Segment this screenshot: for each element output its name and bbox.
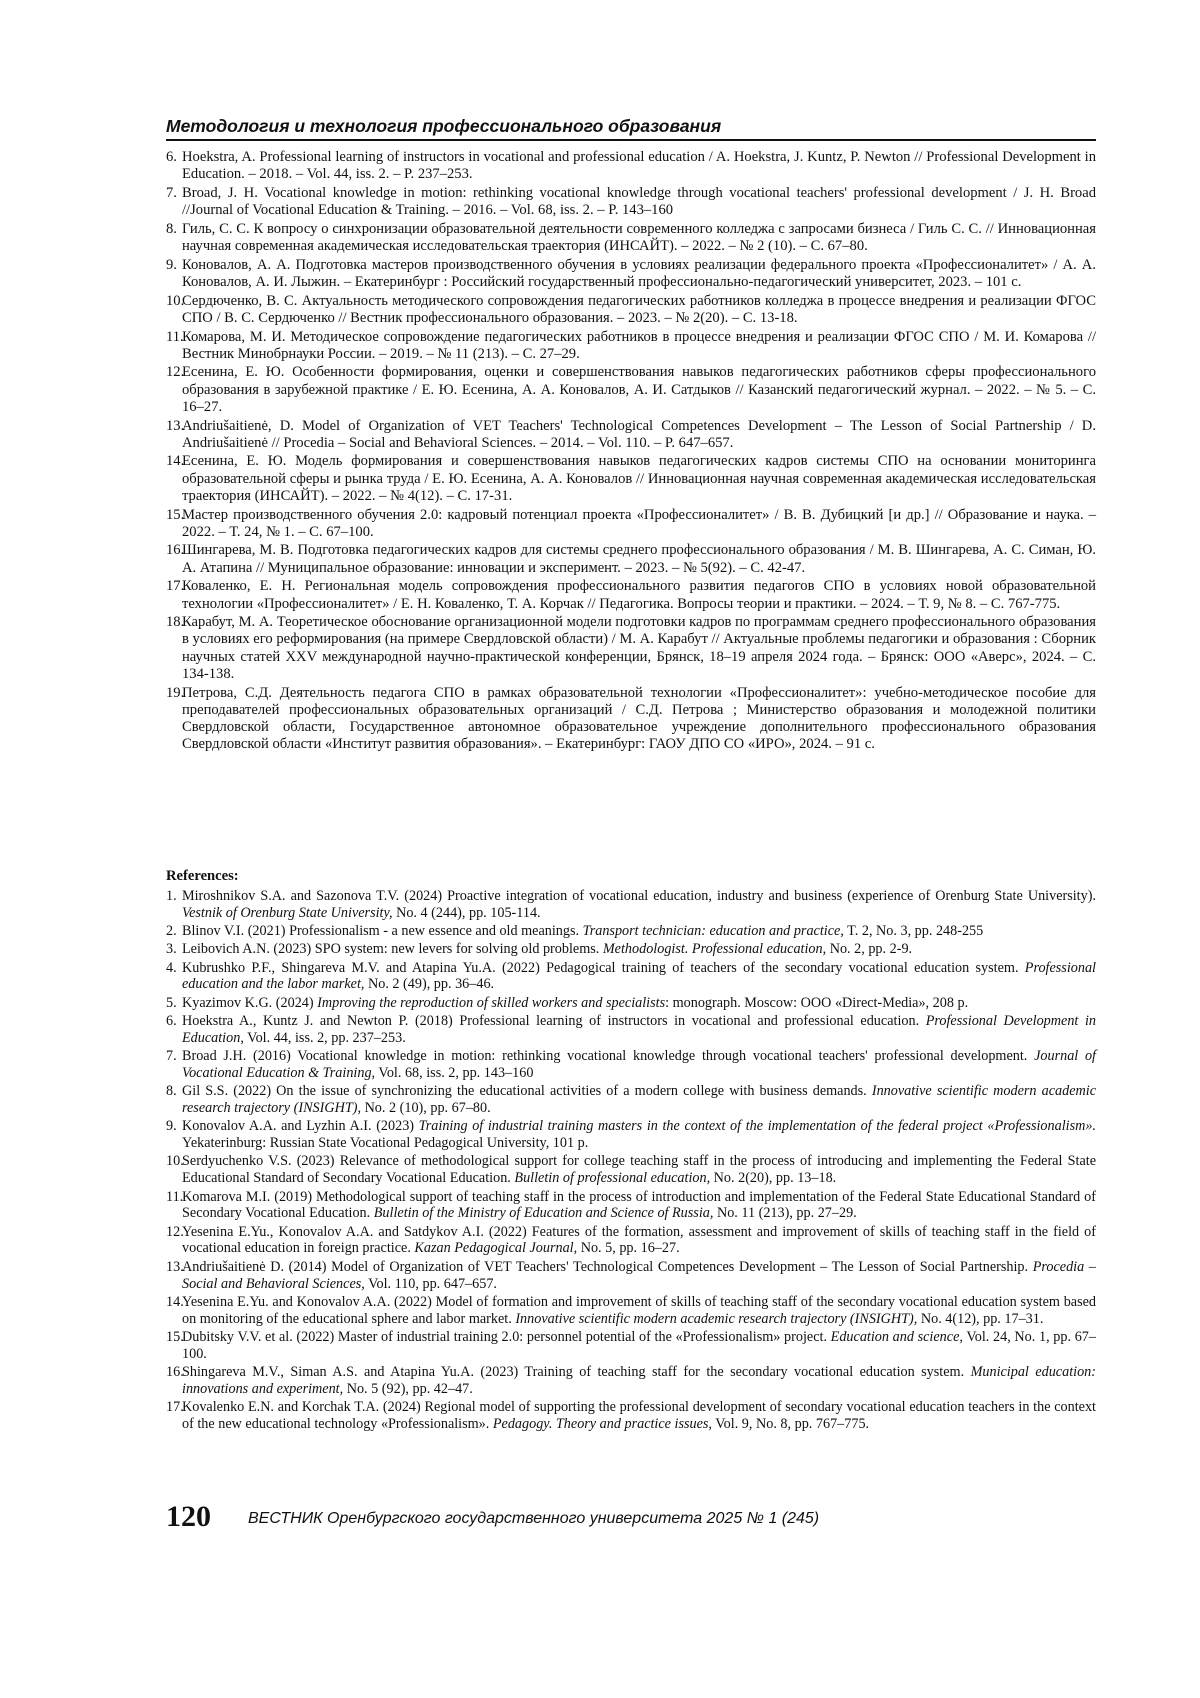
header-rule <box>166 139 1096 141</box>
reference-item <box>166 1153 1096 1187</box>
reference-source: Education and science, <box>831 1329 963 1345</box>
reference-item <box>166 960 1096 994</box>
reference-item <box>166 1399 1096 1433</box>
reference-number: 13. <box>166 1259 184 1276</box>
page-number: 120 <box>166 1500 211 1534</box>
reference-number: 4. <box>166 960 177 977</box>
reference-details: No. 5 (92), pp. 42–47. <box>343 1381 473 1397</box>
reference-source: Vestnik of Orenburg State University, <box>182 905 393 921</box>
reference-item <box>166 578 1096 612</box>
reference-item <box>166 418 1096 452</box>
reference-item <box>166 1294 1096 1328</box>
reference-item <box>166 453 1096 505</box>
reference-item <box>166 1329 1096 1363</box>
section-title: Методология и технология профессионального образования <box>166 116 1096 136</box>
reference-number: 8. <box>166 1083 177 1100</box>
reference-text: Shingareva M.V., Siman A.S. and Atapina Yu.A. (2023) Training of teaching staff for the secondary vocational education system. <box>182 1364 971 1380</box>
reference-text: Blinov V.I. (2021) Professionalism - a new essence and old meanings. <box>182 923 583 939</box>
reference-source: Methodologist. Professional education <box>603 941 823 957</box>
reference-number: 10. <box>166 1153 184 1170</box>
reference-text: Andriušaitienė, D. Model of Organization of VET Teachers' Technological Competences Development – The Lesson of Social Partnership / D. Andriušaitienė // Procedia – Social and Behavioral Sciences. – 2014. – Vol. 110. – P. 647–657. <box>182 418 1096 451</box>
reference-number: 9. <box>166 1118 177 1135</box>
page-footer <box>166 1500 1096 1540</box>
reference-number: 3. <box>166 941 177 958</box>
reference-item <box>166 888 1096 922</box>
reference-number: 16. <box>166 1364 184 1381</box>
journal-page <box>0 0 1200 1698</box>
reference-number: 11. <box>166 1189 183 1206</box>
reference-number: 7. <box>166 185 177 202</box>
reference-text: Есенина, Е. Ю. Особенности формирования, оценки и совершенствования навыков педагогических работников сферы профессионального образования в зарубежной практике / Е. Ю. Есенина, А. А. Коновалов, А. И. Сатдыков // Казанский педагогический журнал. – 2022. – № 5. – С. 16–27. <box>182 364 1096 414</box>
reference-source: Kazan Pedagogical Journal, <box>414 1240 577 1256</box>
reference-number: 19. <box>166 685 184 702</box>
reference-details: No. 4 (244), pp. 105-114. <box>393 905 541 921</box>
reference-source: Pedagogy. Theory and practice issues <box>493 1416 709 1432</box>
reference-item <box>166 221 1096 255</box>
reference-item <box>166 1364 1096 1398</box>
reference-source: Municipal education: innovations and experiment, <box>182 1364 1096 1397</box>
reference-number: 6. <box>166 149 177 166</box>
reference-item <box>166 941 1096 958</box>
reference-number: 14. <box>166 1294 184 1311</box>
reference-text: Мастер производственного обучения 2.0: кадровый потенциал проекта «Профессионалитет» / В. В. Дубицкий [и др.] // Образование и наука. – 2022. – Т. 24, № 1. – С. 67–100. <box>182 507 1096 540</box>
reference-details: T. 2, No. 3, pp. 248-255 <box>844 923 983 939</box>
reference-text: Konovalov A.A. and Lyzhin A.I. (2023) <box>182 1118 419 1134</box>
reference-text: Коваленко, Е. Н. Региональная модель сопровождения профессионального развития педагогов СПО в условиях новой образовательной технологии «Профессионалитет» / Е. Н. Коваленко, Т. А. Корчак // Педагогика. Вопросы теории и практики. – 2024. – Т. 9, № 8. – С. 767-775. <box>182 578 1096 611</box>
reference-item <box>166 293 1096 327</box>
reference-text: Коновалов, А. А. Подготовка мастеров производственного обучения в условиях реализации федерального проекта «Профессионалитет» / А. А. Коновалов, А. И. Лыжин. – Екатеринбург : Российский государственный профессионально-педагогический университет, 2023. – 101 с. <box>182 257 1096 290</box>
reference-details: No. 11 (213), pp. 27–29. <box>713 1205 856 1221</box>
reference-details: No. 5, pp. 16–27. <box>577 1240 679 1256</box>
reference-number: 18. <box>166 614 184 631</box>
reference-number: 10. <box>166 293 184 310</box>
reference-text: Hoekstra A., Kuntz J. and Newton P. (2018) Professional learning of instructors in vocational and professional education. <box>182 1013 926 1029</box>
journal-footer-title: ВЕСТНИК Оренбургского государственного университета 2025 № 1 (245) <box>248 1510 819 1528</box>
reference-item <box>166 1048 1096 1082</box>
reference-details: Yekaterinburg: Russian State Vocational Pedagogical University, 101 p. <box>182 1135 588 1151</box>
reference-details: No. 2(20), pp. 13–18. <box>710 1170 836 1186</box>
reference-details: Vol. 68, iss. 2, pp. 143–160 <box>375 1065 533 1081</box>
reference-text: Петрова, С.Д. Деятельность педагога СПО в рамках образовательной технологии «Профессионалитет»: учебно-методическое пособие для преподавателей профессиональных образовательных организаций / С.Д. Петрова ; Министерство образования и молодежной политики Свердловской области, Государственное автономное образовательное учреждение дополнительного профессионального образования Свердловской области «Институт развития образования». – Екатеринбург: ГАОУ ДПО СО «ИРО», 2024. – 91 с. <box>182 685 1096 753</box>
reference-text: Шингарева, М. В. Подготовка педагогических кадров для системы среднего профессионального образования / М. В. Шингарева, А. С. Симан, Ю. А. Атапина // Муниципальное образование: инновации и эксперимент. – 2023. – № 5(92). – С. 42-47. <box>182 542 1096 575</box>
reference-details: Vol. 110, pp. 647–657. <box>365 1276 497 1292</box>
reference-source: Transport technician: education and practice, <box>583 923 844 939</box>
reference-item <box>166 685 1096 754</box>
reference-item <box>166 542 1096 576</box>
reference-number: 12. <box>166 364 184 381</box>
reference-source: Innovative scientific modern academic research trajectory (INSIGHT), <box>515 1311 917 1327</box>
reference-text: Гиль, С. С. К вопросу о синхронизации образовательной деятельности современного колледжа с запросами бизнеса / Гиль С. С. // Инновационная научная современная академическая исследовательская траектория (ИНСАЙТ). – 2022. – № 2 (10). – С. 67–80. <box>182 221 1096 254</box>
reference-text: Broad, J. H. Vocational knowledge in motion: rethinking vocational knowledge through vocational teachers' professional development / J. H. Broad //Journal of Vocational Education & Training. – 2016. – Vol. 68, iss. 2. – P. 143–160 <box>182 185 1096 218</box>
reference-source: Journal of Vocational Education & Training, <box>182 1048 1096 1081</box>
reference-details: No. 4(12), pp. 17–31. <box>917 1311 1043 1327</box>
reference-number: 14. <box>166 453 184 470</box>
references-heading: References: <box>166 868 1096 885</box>
reference-item <box>166 1118 1096 1152</box>
reference-details: No. 2 (49), pp. 36–46. <box>364 976 494 992</box>
reference-item <box>166 1083 1096 1117</box>
reference-item <box>166 257 1096 291</box>
english-references <box>166 888 1096 1434</box>
en-reference-list <box>166 888 1096 1433</box>
reference-source: Bulletin of the Ministry of Education and Science of Russia, <box>374 1205 714 1221</box>
reference-number: 11. <box>166 329 184 346</box>
reference-source: Professional Development in Education, <box>182 1013 1096 1046</box>
reference-number: 16. <box>166 542 184 559</box>
reference-item <box>166 364 1096 416</box>
reference-text: Leibovich A.N. (2023) SPO system: new levers for solving old problems. <box>182 941 603 957</box>
reference-text: Kyazimov K.G. (2024) <box>182 995 317 1011</box>
reference-item <box>166 1189 1096 1223</box>
reference-text: Комарова, М. И. Методическое сопровождение педагогических работников в процессе внедрения и реализации ФГОС СПО / М. И. Комарова // Вестник Минобрнауки России. – 2019. – № 11 (213). – С. 27–29. <box>182 329 1096 362</box>
reference-details: , No. 2, pp. 2-9. <box>823 941 912 957</box>
reference-item <box>166 507 1096 541</box>
reference-item <box>166 185 1096 219</box>
reference-text: Gil S.S. (2022) On the issue of synchronizing the educational activities of a modern college with business demands. <box>182 1083 872 1099</box>
reference-source: Professional education and the labor market, <box>182 960 1096 993</box>
reference-number: 6. <box>166 1013 177 1030</box>
reference-item <box>166 923 1096 940</box>
reference-text: Карабут, М. А. Теоретическое обоснование организационной модели подготовки кадров по программам среднего профессионального образования в условиях его реформирования (на примере Свердловской области) / М. А. Карабут // Актуальные проблемы педагогики и образования : Сборник научных статей XXV международной научно-практической конференции, Брянск, 18–19 апреля 2024 года. – Брянск: ООО «Аверс», 2024. – С. 134-138. <box>182 614 1096 682</box>
reference-number: 15. <box>166 1329 184 1346</box>
reference-text: Miroshnikov S.A. and Sazonova T.V. (2024) Proactive integration of vocational education, industry and business (experience of Orenburg State University). <box>182 888 1096 904</box>
reference-details: Vol. 24, No. 1, pp. 67–100. <box>182 1329 1096 1362</box>
reference-text: Andriušaitienė D. (2014) Model of Organization of VET Teachers' Technological Competences Development – The Lesson of Social Partnership. <box>182 1259 1033 1275</box>
reference-text: Есенина, Е. Ю. Модель формирования и совершенствования навыков педагогических кадров системы СПО на основании мониторинга образовательной сферы и рынка труда / Е. Ю. Есенина, А. А. Коновалов // Инновационная научная современная академическая исследовательская траектория (ИНСАЙТ). – 2022. – № 4(12). – С. 17-31. <box>182 453 1096 503</box>
reference-text: Broad J.H. (2016) Vocational knowledge in motion: rethinking vocational knowledge through vocational teachers' professional development. <box>182 1048 1034 1064</box>
reference-item <box>166 149 1096 183</box>
reference-item <box>166 995 1096 1012</box>
reference-number: 2. <box>166 923 177 940</box>
reference-details: , Vol. 9, No. 8, pp. 767–775. <box>708 1416 869 1432</box>
reference-details: : monograph. Moscow: OOO «Direct-Media», 208 p. <box>665 995 968 1011</box>
reference-text: Сердюченко, В. С. Актуальность методического сопровождения педагогических работников колледжа в процессе внедрения и реализации ФГОС СПО / В. С. Сердюченко // Вестник профессионального образования. – 2023. – № 2(20). – С. 13-18. <box>182 293 1096 326</box>
reference-number: 17. <box>166 1399 184 1416</box>
reference-number: 13. <box>166 418 184 435</box>
reference-source: Training of industrial training masters in the context of the implementation of the federal project «Professionalism». <box>419 1118 1096 1134</box>
reference-text: Kovalenko E.N. and Korchak T.A. (2024) Regional model of supporting the professional development of secondary vocational education teachers in the context of the new educational technology «Professionalism». <box>182 1399 1096 1432</box>
reference-text: Kubrushko P.F., Shingareva M.V. and Atapina Yu.A. (2022) Pedagogical training of teachers of the secondary vocational education system. <box>182 960 1025 976</box>
reference-source: Innovative scientific modern academic research trajectory (INSIGHT), <box>182 1083 1096 1116</box>
reference-number: 12. <box>166 1224 184 1241</box>
reference-number: 9. <box>166 257 177 274</box>
reference-number: 7. <box>166 1048 177 1065</box>
russian-references <box>166 149 1096 755</box>
reference-source: Improving the reproduction of skilled workers and specialists <box>317 995 665 1011</box>
reference-text: Yesenina E.Yu., Konovalov A.A. and Satdykov A.I. (2022) Features of the formation, assessment and improvement of skills of teaching staff in the field of vocational education in foreign practice. <box>182 1224 1096 1257</box>
reference-text: Komarova M.I. (2019) Methodological support of teaching staff in the process of introduction and implementation of the Federal State Educational Standard of Secondary Vocational Education. <box>182 1189 1096 1222</box>
reference-number: 17. <box>166 578 184 595</box>
reference-text: Hoekstra, A. Professional learning of instructors in vocational and professional education / A. Hoekstra, J. Kuntz, P. Newton // Professional Development in Education. – 2018. – Vol. 44, iss. 2. – P. 237–253. <box>182 149 1096 182</box>
reference-number: 15. <box>166 507 184 524</box>
reference-text: Dubitsky V.V. et al. (2022) Master of industrial training 2.0: personnel potential of the «Professionalism» project. <box>182 1329 831 1345</box>
ru-reference-list <box>166 149 1096 753</box>
reference-number: 1. <box>166 888 177 905</box>
reference-item <box>166 614 1096 683</box>
reference-number: 8. <box>166 221 177 238</box>
reference-source: Bulletin of professional education, <box>514 1170 710 1186</box>
reference-number: 5. <box>166 995 177 1012</box>
reference-text: Serdyuchenko V.S. (2023) Relevance of methodological support for college teaching staff in the process of introducing and implementing the Federal State Educational Standard of Secondary Vocational Education. <box>182 1153 1096 1186</box>
reference-details: No. 2 (10), pp. 67–80. <box>361 1100 491 1116</box>
reference-source: Procedia – Social and Behavioral Sciences, <box>182 1259 1096 1292</box>
reference-text: Yesenina E.Yu. and Konovalov A.A. (2022) Model of formation and improvement of skills of teaching staff of the secondary vocational education system based on monitoring of the educational sphere and labor market. <box>182 1294 1096 1327</box>
reference-details: Vol. 44, iss. 2, pp. 237–253. <box>244 1030 406 1046</box>
reference-item <box>166 329 1096 363</box>
reference-item <box>166 1259 1096 1293</box>
reference-item <box>166 1224 1096 1258</box>
reference-item <box>166 1013 1096 1047</box>
